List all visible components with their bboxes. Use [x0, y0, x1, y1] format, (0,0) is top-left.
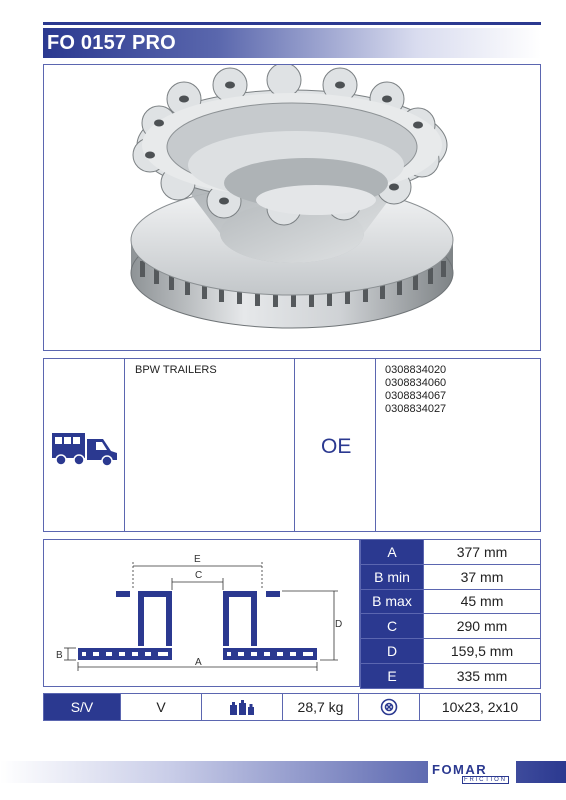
dim-value: 290 mm	[424, 614, 541, 639]
dim-key: B max	[361, 589, 424, 614]
dim-label-a: A	[195, 657, 202, 668]
holes-icon-cell	[359, 694, 420, 721]
table-row	[361, 564, 541, 589]
dim-key: E	[361, 663, 424, 688]
dim-key: D	[361, 639, 424, 664]
dim-value: 159,5 mm	[424, 639, 541, 664]
brand-name: FOMAR	[432, 762, 488, 777]
oe-number: 0308834060	[385, 377, 447, 389]
oe-number: 0308834067	[385, 390, 447, 402]
table-row	[361, 614, 541, 639]
table-row	[361, 663, 541, 688]
oe-number-list	[385, 364, 446, 416]
dim-key: B min	[361, 564, 424, 589]
table-row	[361, 639, 541, 664]
bolt-hole-icon	[380, 698, 398, 716]
brand-logo	[428, 761, 516, 783]
divider	[124, 359, 125, 531]
dim-value: 37 mm	[424, 564, 541, 589]
dim-label-e: E	[194, 554, 201, 565]
application-panel	[43, 358, 541, 532]
dim-label-c: C	[195, 570, 203, 581]
title-bar	[43, 28, 541, 58]
divider	[294, 359, 295, 531]
dim-label-d: D	[335, 619, 343, 630]
dim-value: 45 mm	[424, 589, 541, 614]
product-code: FO 0157 PRO	[47, 32, 176, 54]
brand-tagline: FRICTION	[464, 777, 507, 783]
top-rule	[43, 22, 541, 25]
weights-icon	[229, 700, 255, 716]
weight-icon-cell	[202, 694, 283, 721]
dim-key: C	[361, 614, 424, 639]
dim-key: A	[361, 540, 424, 565]
divider	[375, 359, 376, 531]
manufacturer-name: BPW TRAILERS	[135, 364, 217, 376]
type-label: S/V	[44, 694, 121, 721]
dim-label-b: B	[56, 650, 63, 661]
weight-value: 28,7 kg	[283, 694, 359, 721]
table-row	[361, 589, 541, 614]
oe-number: 0308834027	[385, 403, 447, 415]
dimensions-table	[360, 539, 541, 689]
type-value: V	[121, 694, 202, 721]
oe-label: OE	[321, 435, 352, 458]
holes-value: 10x23, 2x10	[420, 694, 541, 721]
disc-cross-section	[44, 540, 359, 686]
oe-number: 0308834020	[385, 364, 447, 376]
product-photo	[43, 64, 541, 351]
dim-value: 335 mm	[424, 663, 541, 688]
brake-disc-image	[44, 65, 540, 350]
table-row	[361, 540, 541, 565]
spec-row	[43, 693, 541, 721]
dim-value: 377 mm	[424, 540, 541, 565]
truck-bus-icon	[51, 429, 118, 467]
dimension-drawing	[43, 539, 360, 687]
